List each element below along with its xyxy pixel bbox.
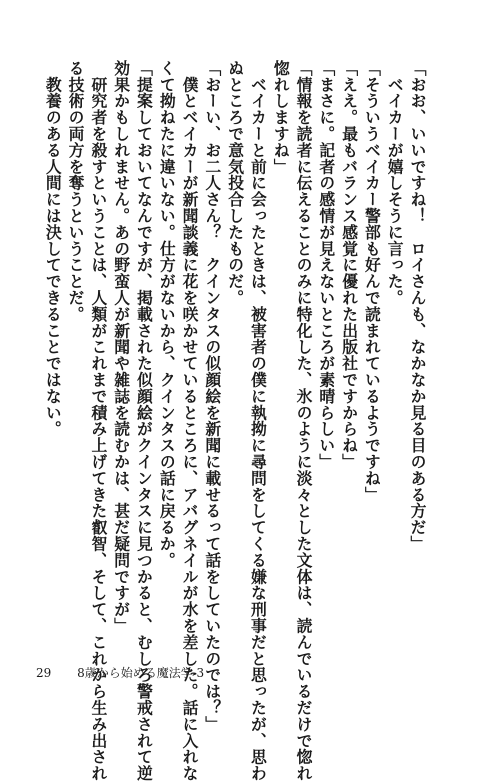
text-line: ぬところで意気投合したものだ。 (225, 60, 245, 306)
text-line: 研究者を殺すということは、人類がこれまで積み上げてきた叡智、そして、これから生み出され (88, 60, 108, 782)
text-line: 「まさに。記者の感情が見えないところが素晴らしい」 (316, 60, 336, 470)
text-line: くて拗ねたに違いない。仕方がないから、クインタスの話に戻るか。 (157, 60, 177, 569)
page-number: 29 (36, 666, 52, 680)
text-line: 「情報を読者に伝えることのみに特化した、氷のように淡々とした文体は、読んでいるだけで惚れ (294, 60, 314, 782)
text-line: 惚れしますね」 (271, 60, 291, 175)
text-line: 「ええ。最もバランス感覚に優れた出版社ですからね」 (339, 60, 359, 470)
text-line: 僕とベイカーが新聞談義に花を咲かせているところに、アバグネイルが水を差した。話に入れな (180, 60, 200, 782)
text-line: 教養のある人間には決してできることではない。 (43, 60, 63, 438)
text-line: 効果かもしれません。あの野蛮人が新聞や雑誌を読むかは、甚だ疑問ですが」 (111, 60, 131, 634)
text-line: 「おーい、お二人さん？ クインタスの似顔絵を新聞に載せるって話をしていたのでは？」 (202, 60, 222, 733)
text-line: ベイカーが嬉しそうに言った。 (385, 60, 405, 306)
text-line: 「提案しておいてなんですが、掲載された似顔絵がクインタスに見つかると、むしろ警戒されて逆 (134, 60, 154, 782)
page-footer (36, 664, 204, 681)
text-line: る技術の両方を奪うということだ。 (66, 60, 86, 323)
book-title: 8歳から始める魔法学 3 (77, 666, 205, 680)
text-line: ベイカーと前に会ったときは、被害者の僕に執拗に尋問をしてくる嫌な刑事だと思ったが、思わ (248, 60, 268, 782)
text-line: 「そういうベイカー警部も好んで読まれているようですね」 (362, 60, 382, 503)
text-line: 「おお、いいですね！ ロイさんも、なかなか見る目のある方だ」 (408, 60, 427, 552)
